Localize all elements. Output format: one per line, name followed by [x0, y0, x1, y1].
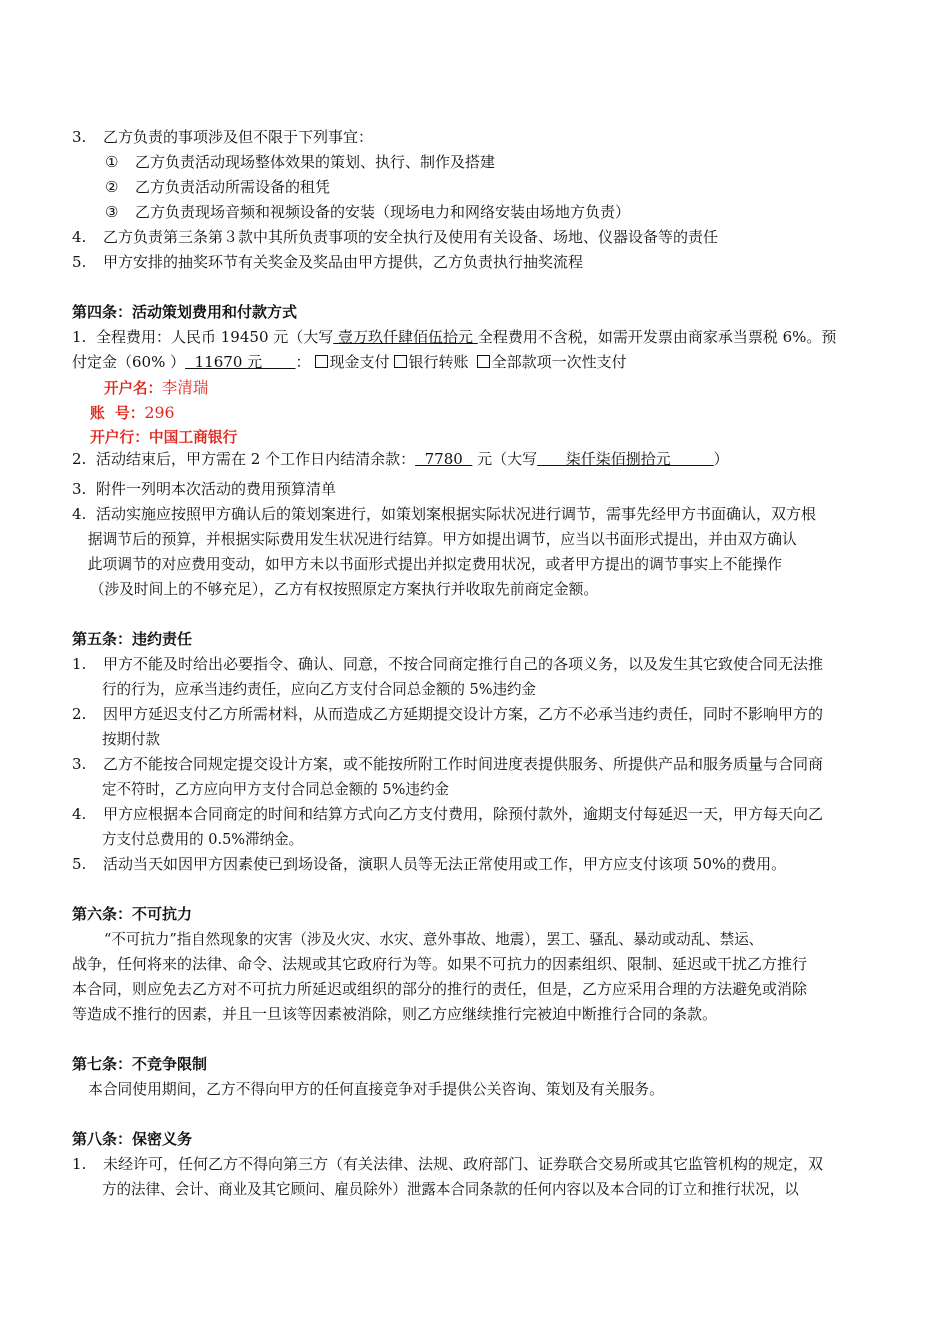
list-item-continuation: 定不符时，乙方应向甲方支付合同总金额的 5%违约金 — [101, 780, 449, 798]
list-item: 4. 甲方应根据本合同商定的时间和结算方式向乙方支付费用，除预付款外，逾期支付每延迟一天，甲方每天向乙 — [72, 805, 824, 823]
sub-list-item: ③ 乙方负责现场音频和视频设备的安装（现场电力和网络安装由场地方负责） — [105, 203, 631, 221]
bank-transfer-checkbox[interactable] — [394, 355, 407, 368]
list-item: 1. 甲方不能及时给出必要指令、确认、同意，不按合同商定推行自己的各项义务，以及发生其它致使合同无法推 — [72, 655, 824, 673]
sub-list-item: ① 乙方负责活动现场整体效果的策划、执行、制作及搭建 — [105, 153, 496, 171]
list-item-continuation: （涉及时间上的不够充足），乙方有权按照原定方案执行并收取先前商定金额。 — [89, 580, 599, 598]
section-heading: 第七条：不竞争限制 — [72, 1055, 208, 1073]
list-item-continuation: 据调节后的预算，并根据实际费用发生状况进行结算。甲方如提出调节，应当以书面形式提出，并由双方确认 — [87, 530, 797, 548]
deposit-line: 付定金（60% ） 11670 元 ： 现金支付 银行转账 全部款项一次性支付 — [72, 353, 627, 371]
sub-list-item: ② 乙方负责活动所需设备的租凭 — [105, 178, 331, 196]
list-item-continuation: 行的行为，应承当违约责任，应向乙方支付合同总金额的 5%违约金 — [101, 680, 537, 698]
list-item: 2. 因甲方延迟支付乙方所需材料，从而造成乙方延期提交设计方案，乙方不必承当违约责任，同时不影响甲方的 — [72, 705, 824, 723]
balance-amount-words: 柒仟柒佰捌拾元 — [537, 450, 714, 468]
fee-line: 1. 全程费用：人民币 19450 元（大写 壹万玖仟肆佰伍拾元 全程费用不含税，如需开发票由商家承当票税 6%。预 — [72, 328, 837, 346]
list-item-continuation: 方支付总费用的 0.5%滞纳金。 — [101, 830, 304, 848]
balance-line: 2. 活动结束后，甲方需在 2 个工作日内结清余款： 7780 元（大写 柒仟柒佰捌拾元 ） — [72, 450, 729, 468]
account-number-line: 账 号：296 — [90, 403, 175, 422]
section-heading: 第六条：不可抗力 — [72, 905, 193, 923]
amount-in-words: 壹万玖仟肆佰伍拾元 — [333, 328, 478, 346]
section-heading: 第四条：活动策划费用和付款方式 — [72, 303, 298, 321]
lump-sum-checkbox[interactable] — [477, 355, 490, 368]
section-heading: 第五条：违约责任 — [72, 630, 193, 648]
paragraph-line: 本合同，则应免去乙方对不可抗力所延迟或组织的部分的推行的责任，但是，乙方应采用合理的方法避免或消除 — [72, 980, 808, 998]
paragraph-line: 等造成不推行的因素，并且一旦该等因素被消除，则乙方应继续推行完被迫中断推行合同的条款。 — [72, 1005, 718, 1023]
bank-line: 开户行：中国工商银行 — [90, 428, 238, 446]
balance-amount: 7780 — [415, 450, 473, 468]
list-item: 3. 附件一列明本次活动的费用预算清单 — [72, 480, 337, 498]
list-item: 5. 甲方安排的抽奖环节有关奖金及奖品由甲方提供，乙方负责执行抽奖流程 — [72, 253, 584, 271]
list-item: 3. 乙方负责的事项涉及但不限于下列事宜： — [72, 128, 374, 146]
paragraph-line: 本合同使用期间，乙方不得向甲方的任何直接竞争对手提供公关咨询、策划及有关服务。 — [88, 1080, 664, 1098]
list-item: 1. 未经许可，任何乙方不得向第三方（有关法律、法规、政府部门、证券联合交易所或其它监管机构的规定，双 — [72, 1155, 824, 1173]
list-item-continuation: 按期付款 — [101, 730, 161, 748]
list-item: 4. 活动实施应按照甲方确认后的策划案进行，如策划案根据实际状况进行调节，需事先经甲方书面确认，双方根 — [72, 505, 817, 523]
account-name-line: 开户名：李清瑞 — [104, 378, 209, 397]
deposit-amount: 11670 元 — [185, 353, 296, 371]
list-item: 3. 乙方不能按合同规定提交设计方案，或不能按所附工作时间进度表提供服务、所提供产品和服务质量与合同商 — [72, 755, 824, 773]
section-heading: 第八条：保密义务 — [72, 1130, 193, 1148]
list-item-continuation: 方的法律、会计、商业及其它顾问、雇员除外）泄露本合同条款的任何内容以及本合同的订立和推行状况，以 — [101, 1180, 799, 1198]
paragraph-line: “不可抗力”指自然现象的灾害（涉及火灾、水灾、意外事故、地震），罢工、骚乱、暴动或动乱、禁运、 — [104, 930, 764, 948]
cash-checkbox[interactable] — [315, 355, 328, 368]
list-item: 5. 活动当天如因甲方因素使已到场设备，演职人员等无法正常使用或工作，甲方应支付该项 50%的费用。 — [72, 855, 787, 873]
list-item: 4. 乙方负责第三条第３款中其所负责事项的安全执行及使用有关设备、场地、仪器设备等的责任 — [72, 228, 719, 246]
list-item-continuation: 此项调节的对应费用变动，如甲方未以书面形式提出并拟定费用状况，或者甲方提出的调节事实上不能操作 — [87, 555, 782, 573]
paragraph-line: 战争，任何将来的法律、命令、法规或其它政府行为等。如果不可抗力的因素组织、限制、延迟或干扰乙方推行 — [72, 955, 808, 973]
